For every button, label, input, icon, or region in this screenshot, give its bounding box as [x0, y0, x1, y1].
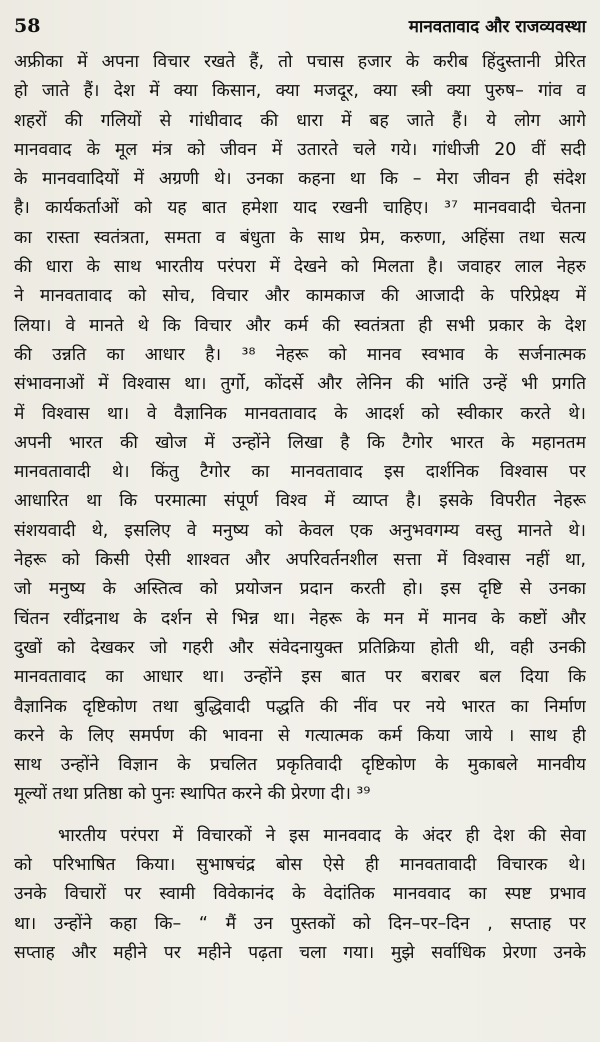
text-line: के मानववादियों में अग्रणी थे। उनका कहना था कि – मेरा जीवन ही संदेश [14, 169, 586, 190]
text-line: की धारा के साथ भारतीय परंपरा में देखने को मिलता है। जवाहर लाल नेहरु [14, 257, 586, 278]
text-line: मानवतावादी थे। किंतु टैगोर का मानवतावाद इस दार्शनिक विश्वास पर [14, 462, 586, 483]
text-line: शहरों की गलियों से गांधीवाद की धारा में बह जाते हैं। ये लोग आगे [14, 110, 586, 131]
page-header [14, 14, 586, 44]
text-line: था। उन्होंने कहा कि– “ मैं उन पुस्तकों को दिन–पर–दिन , सप्ताह पर [14, 913, 586, 934]
text-line: साथ उन्होंने विज्ञान के प्रचलित प्रकृतिवादी दृष्टिकोण के मुकाबले मानवीय [14, 755, 586, 776]
text-line: सप्ताह और महीने पर महीने पढ़ता चला गया। मुझे सर्वाधिक प्रेरणा उनके [14, 942, 586, 963]
text-line: आधारित था कि परमात्मा संपूर्ण विश्व में व्याप्त है। इसके विपरीत नेहरू [14, 491, 586, 512]
text-line: मानववाद के मूल मंत्र को जीवन में उतारते चले गये। गांधीजी 20 वीं सदी [14, 139, 586, 160]
text-line: हो जाते हैं। देश में क्या किसान, क्या मजदूर, क्या स्त्री क्या पुरुष– गांव व [14, 81, 586, 102]
text-line: अफ्रीका में अपना विचार रखते हैं, तो पचास हजार के करीब हिंदुस्तानी प्रेरित [14, 52, 586, 72]
text-line: उनके विचारों पर स्वामी विवेकानंद के वेदांतिक मानववाद का स्पष्ट प्रभाव [14, 884, 586, 905]
text-line: को परिभाषित किया। सुभाषचंद्र बोस ऐसे ही मानवतावादी विचारक थे। [14, 855, 586, 876]
text-line: नेहरू को किसी ऐसी शाश्वत और अपरिवर्तनशील सत्ता में विश्वास नहीं था, [14, 550, 586, 571]
page-number: 58 [14, 15, 41, 37]
text-line: अपनी भारत की खोज में उन्होंने लिखा है कि टैगोर भारत के महानतम [14, 432, 586, 453]
text-line: की उन्नति का आधार है। ³⁸ नेहरू को मानव स्वभाव के सर्जनात्मक [14, 344, 586, 365]
text-line: वैज्ञानिक दृष्टिकोण तथा बुद्धिवादी पद्धति की नींव पर नये भारत का निर्माण [14, 696, 586, 717]
text-line: करने के लिए समर्पण की भावना से गत्यात्मक कर्म किया जाये । साथ ही [14, 725, 586, 746]
text-line: दुखों को देखकर जो गहरी और संवेदनायुक्त प्रतिक्रिया होती थी, वही उनकी [14, 637, 586, 658]
text-line: ने मानवतावाद को सोच, विचार और कामकाज की आजादी के परिप्रेक्ष्य में [14, 286, 586, 307]
text-line: है। कार्यकर्ताओं को यह बात हमेशा याद रखनी चाहिए। ³⁷ मानववादी चेतना [14, 198, 586, 219]
running-head: मानवतावाद और राजव्यवस्था [408, 17, 586, 37]
text-line: लिया। वे मानते थे कि विचार और कर्म की स्वतंत्रता ही सभी प्रकार के देश [14, 315, 586, 336]
text-line: भारतीय परंपरा में विचारकों ने इस मानववाद के अंदर ही देश की सेवा [58, 825, 586, 846]
text-line: मूल्यों तथा प्रतिष्ठा को पुनः स्थापित करने की प्रेरणा दी। ³⁹ [14, 784, 371, 805]
paragraph-2 [14, 822, 586, 968]
text-line: में विश्वास था। वे वैज्ञानिक मानवतावाद के आदर्श को स्वीकार करते थे। [14, 403, 586, 424]
text-line: जो मनुष्य के अस्तित्व को प्रयोजन प्रदान करती हो। इस दृष्टि से उनका [14, 579, 586, 600]
body-text [14, 48, 586, 968]
text-line: का रास्ता स्वतंत्रता, समता व बंधुता के साथ प्रेम, करुणा, अहिंसा तथा सत्य [14, 227, 586, 248]
text-line: संभावनाओं में विश्वास था। तुर्गो, कोंदर्से और लेनिन की भांति उन्हें भी प्रगति [14, 374, 586, 395]
paragraph-1 [14, 48, 586, 810]
text-line: मानवतावाद का आधार था। उन्होंने इस बात पर बराबर बल दिया कि [14, 667, 586, 688]
text-line: चिंतन रवींद्रनाथ के दर्शन से भिन्न था। नेहरू के मन में मानव के कष्टों और [14, 608, 586, 629]
text-line: संशयवादी थे, इसलिए वे मनुष्य को केवल एक अनुभवगम्य वस्तु मानते थे। [14, 520, 586, 541]
